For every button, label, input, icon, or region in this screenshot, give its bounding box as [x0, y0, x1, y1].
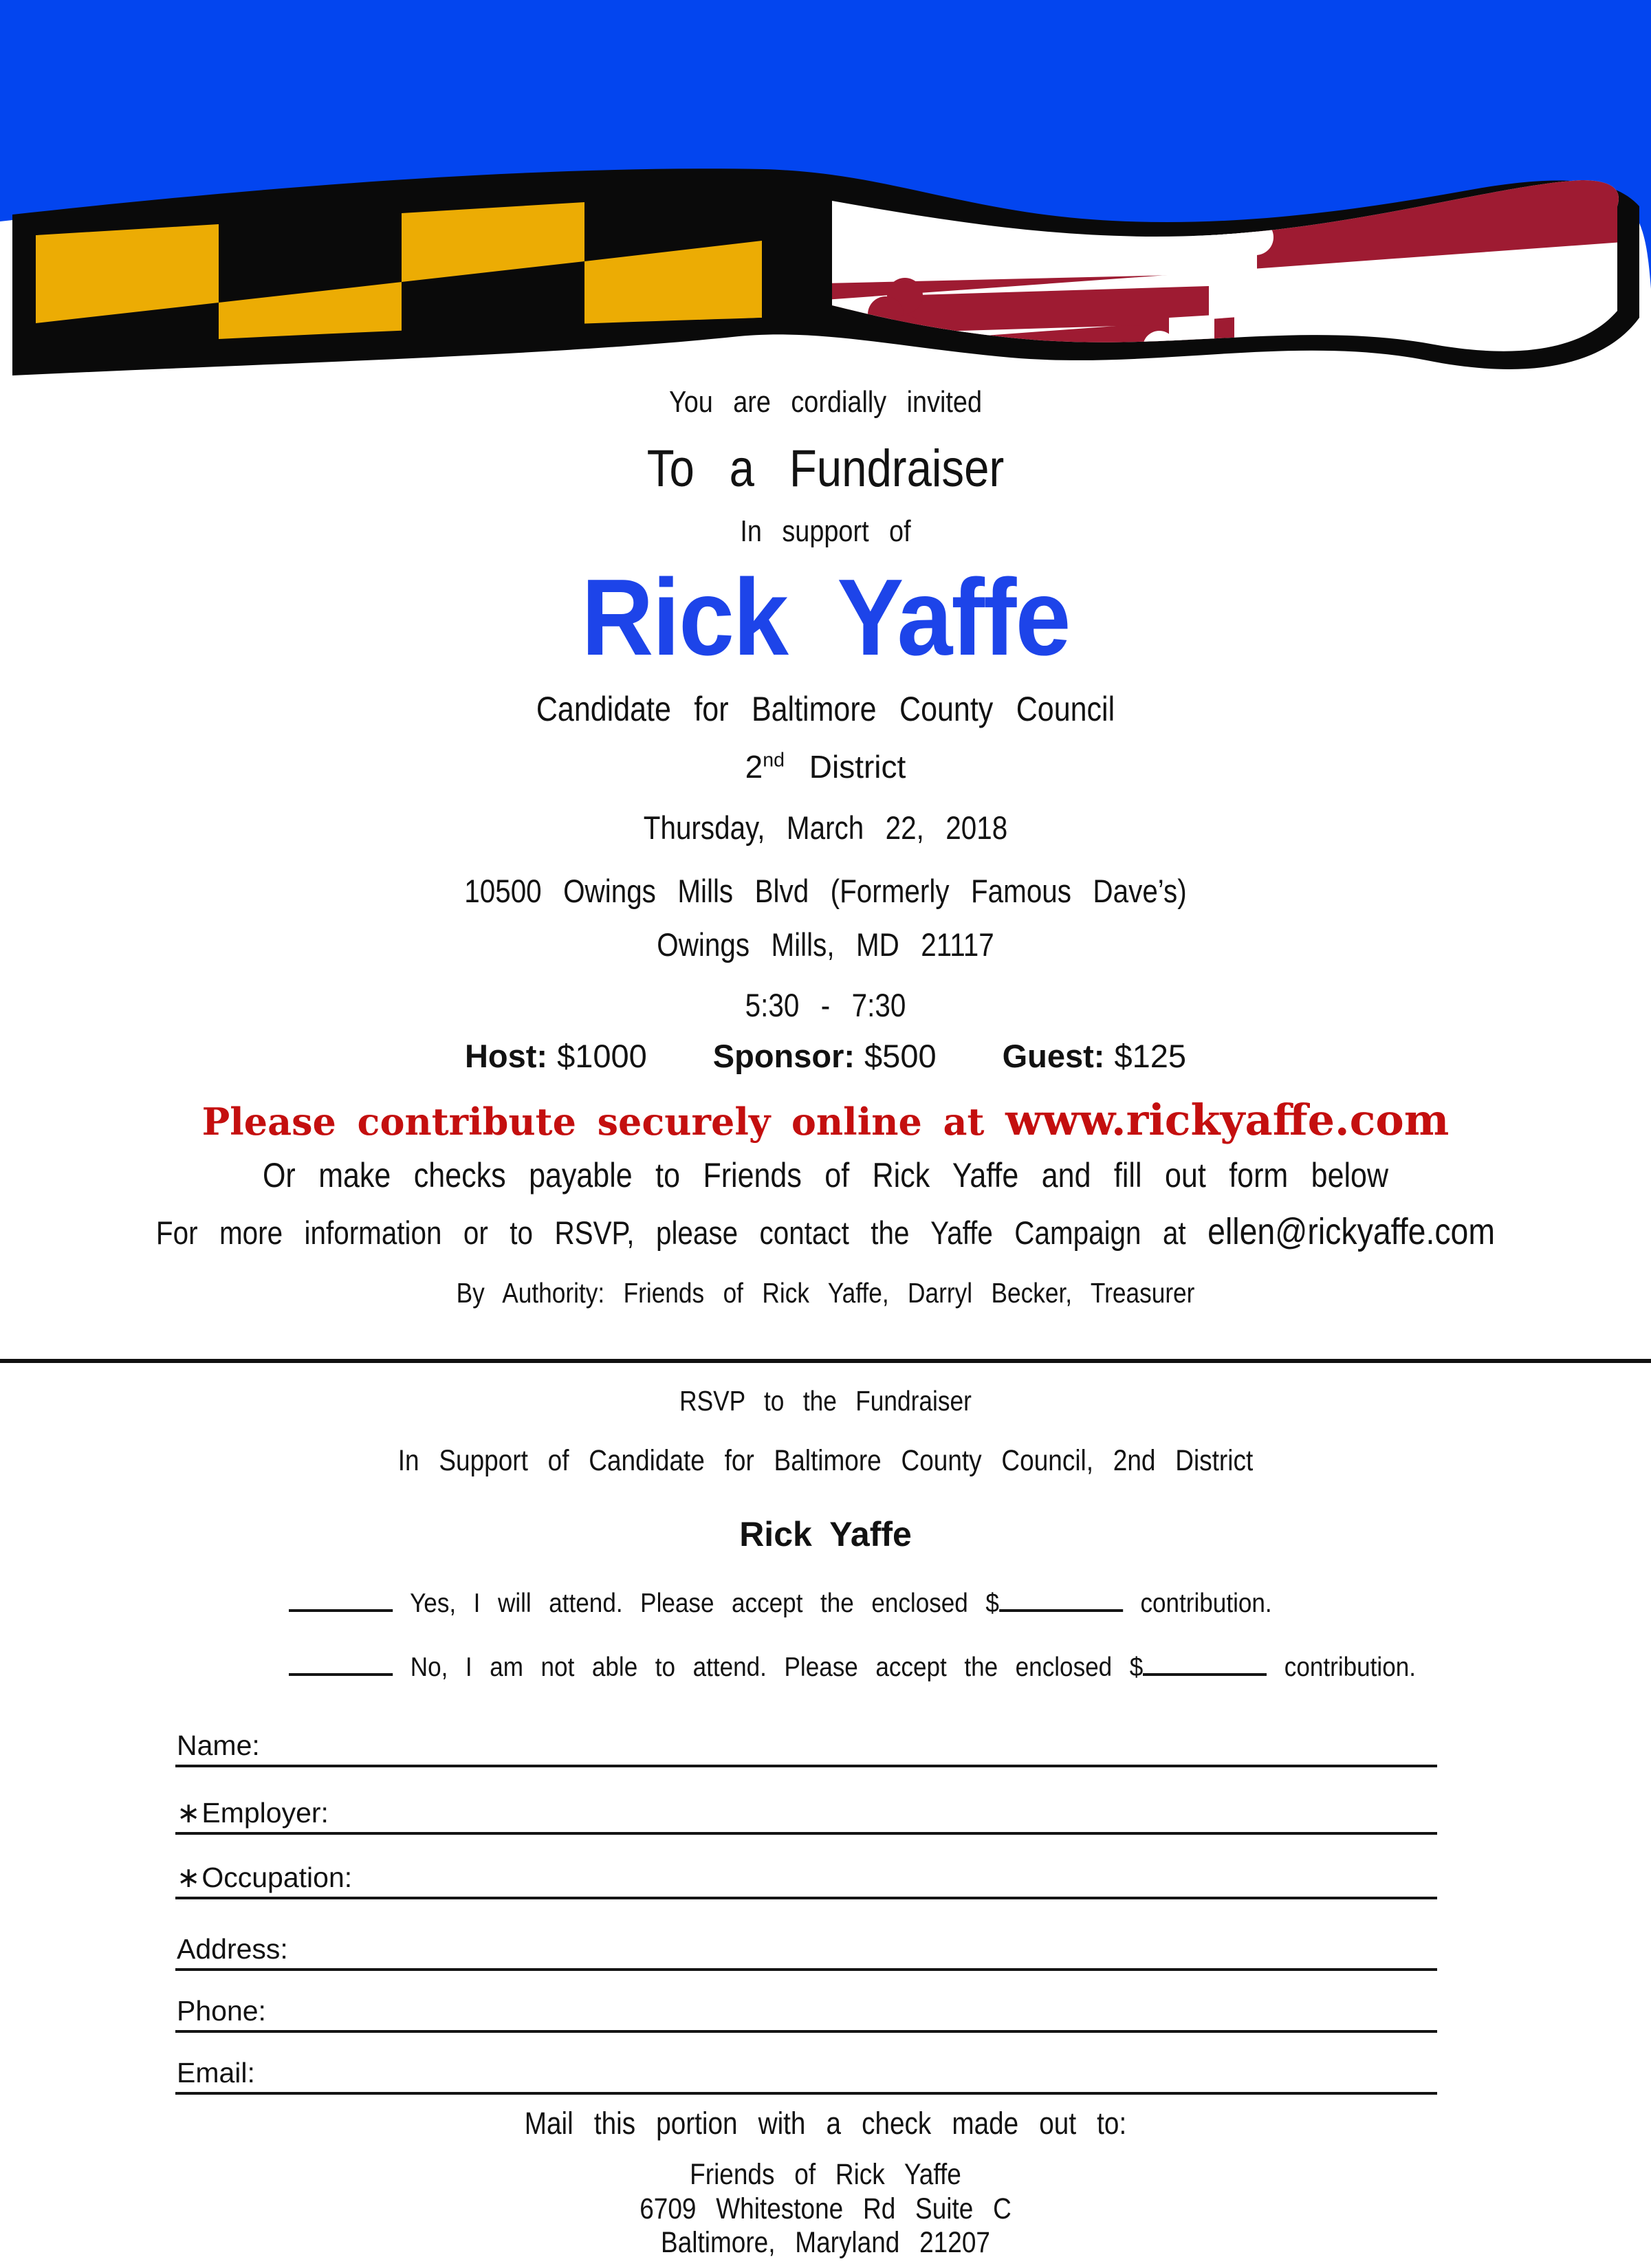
phone-field-label: Phone:	[177, 1995, 266, 2027]
district-line	[0, 748, 1651, 785]
attend-no-row	[289, 1650, 1416, 1683]
district-number: 2	[745, 749, 763, 785]
yes-amount-blank	[999, 1586, 1123, 1612]
no-text2: Please accept the enclosed $	[784, 1653, 1144, 1683]
support-line: In support of	[740, 514, 911, 548]
mail-address-line1: 6709 Whitestone Rd Suite C	[639, 2192, 1012, 2225]
field-row-phone	[175, 1990, 1437, 2033]
occupation-field-label: ∗Occupation:	[177, 1861, 353, 1894]
contribute-line	[0, 1095, 1651, 1145]
event-date-line: Thursday, March 22, 2018	[643, 809, 1008, 846]
district-ordinal-suffix: nd	[763, 749, 785, 772]
no-text: No, I am not able to attend.	[410, 1653, 767, 1683]
field-row-occupation	[175, 1857, 1437, 1899]
guest-tier	[1003, 1037, 1186, 1075]
district-word: District	[809, 749, 906, 785]
sponsor-amount: $500	[864, 1038, 937, 1074]
mail-instruction-line: Mail this portion with a check made out to:	[524, 2106, 1127, 2141]
checks-line: Or make checks payable to Friends of Rick Yaffe and fill out form below	[262, 1156, 1389, 1195]
host-tier	[465, 1037, 647, 1075]
yes-text: Yes, I will attend.	[410, 1589, 623, 1619]
no-amount-blank	[1143, 1650, 1267, 1676]
contact-email: ellen@rickyaffe.com	[1207, 1211, 1496, 1252]
yes-suffix: contribution.	[1140, 1589, 1272, 1619]
field-row-email	[175, 2052, 1437, 2095]
venue-line: 10500 Owings Mills Blvd (Formerly Famous Dave’s)	[464, 873, 1187, 909]
host-label: Host:	[464, 1038, 548, 1074]
name-field-label: Name:	[177, 1730, 260, 1761]
guest-label: Guest:	[1002, 1038, 1105, 1074]
host-amount: $1000	[557, 1038, 647, 1074]
guest-amount: $125	[1114, 1038, 1187, 1074]
field-row-name	[175, 1725, 1437, 1767]
authority-line: By Authority: Friends of Rick Yaffe, Darryl Becker, Treasurer	[456, 1277, 1195, 1309]
yes-checkline-blank	[289, 1586, 393, 1612]
contact-line	[116, 1210, 1535, 1253]
no-checkline-blank	[289, 1650, 393, 1676]
pricing-line	[0, 1037, 1651, 1075]
candidate-name-title: Rick Yaffe	[581, 557, 1070, 678]
required-marker: ∗	[177, 1861, 201, 1894]
no-suffix: contribution.	[1284, 1653, 1417, 1683]
contribute-url: www.rickyaffe.com	[1005, 1095, 1450, 1145]
section-divider	[0, 1359, 1651, 1363]
maryland-flag-banner	[0, 0, 1651, 382]
attend-yes-row	[289, 1586, 1272, 1619]
sponsor-label: Sponsor:	[712, 1038, 855, 1074]
time-line: 5:30 - 7:30	[745, 987, 906, 1023]
mail-name-line: Friends of Rick Yaffe	[690, 2158, 961, 2191]
rsvp-candidate-name: Rick Yaffe	[739, 1515, 912, 1553]
address-field-label: Address:	[177, 1933, 288, 1965]
rsvp-subtitle: In Support of Candidate for Baltimore County Council, 2nd District	[397, 1444, 1254, 1477]
field-row-address	[175, 1928, 1437, 1971]
city-line: Owings Mills, MD 21117	[657, 926, 994, 963]
invited-line: You are cordially invited	[668, 385, 983, 419]
fundraiser-line: To a Fundraiser	[646, 439, 1005, 498]
field-row-employer	[175, 1792, 1437, 1835]
sponsor-tier	[713, 1037, 937, 1075]
contribute-text: Please contribute securely online at	[201, 1100, 985, 1144]
candidate-for-line: Candidate for Baltimore County Council	[536, 690, 1115, 728]
required-marker: ∗	[177, 1796, 201, 1829]
employer-field-label: ∗Employer:	[177, 1796, 329, 1829]
yes-text2: Please accept the enclosed $	[640, 1589, 999, 1619]
rsvp-title: RSVP to the Fundraiser	[679, 1385, 972, 1417]
contact-text: For more information or to RSVP, please contact the Yaffe Campaign at	[155, 1214, 1186, 1251]
mail-address-line2: Baltimore, Maryland 21207	[661, 2226, 990, 2259]
email-field-label: Email:	[177, 2057, 255, 2089]
